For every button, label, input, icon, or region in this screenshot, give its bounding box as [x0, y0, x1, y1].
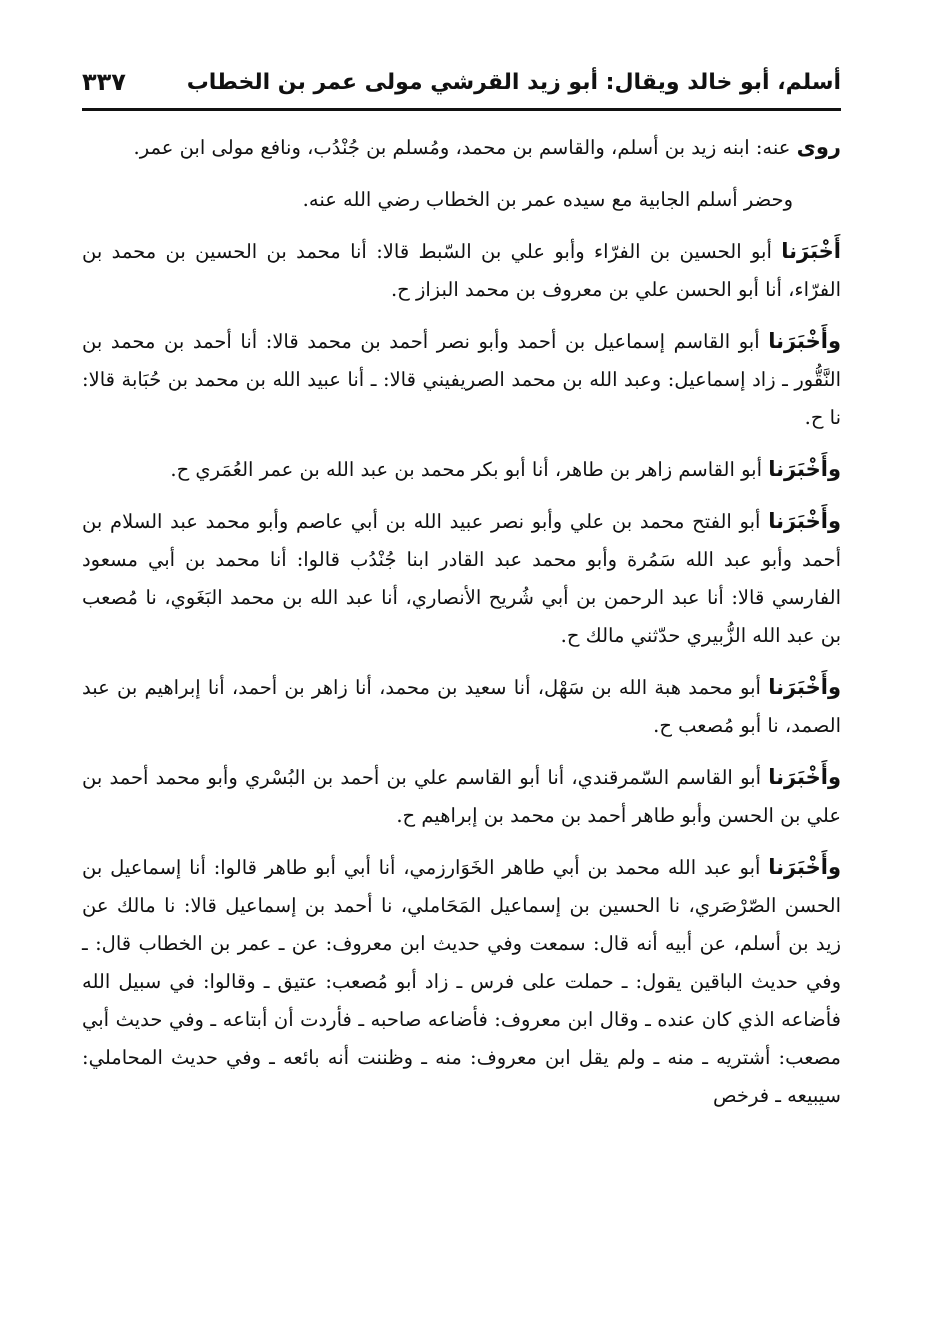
paragraph-narrators	[82, 128, 841, 167]
paragraph-text: أبو الفتح محمد بن علي وأبو نصر عبيد الله بن أبي عاصم وأبو محمد عبد السلام بن أحمد وأبو عبد الله سَمُرة وأبو محمد عبد القادر ابنا جُنْدُب قالوا: أنا محمد بن أبي مسعود الفارسي قالا: أنا عبد الرحمن بن أبي شُريح الأنصاري، أنا عبد الله بن محمد البَغَوي، نا مُصعب بن عبد الله الزُّبيري حدّثني مالك ح.	[82, 510, 841, 647]
paragraph-text: عنه: ابنه زيد بن أسلم، والقاسم بن محمد، ومُسلم بن جُنْدُب، ونافع مولى ابن عمر.	[133, 136, 797, 159]
paragraph-isnad-7-hadith	[82, 848, 841, 1115]
paragraph-isnad-4	[82, 502, 841, 655]
paragraph-text: أبو القاسم زاهر بن طاهر، أنا أبو بكر محمد بن عبد الله بن عمر العُمَري ح.	[170, 458, 769, 481]
paragraph-jabiya	[82, 180, 841, 219]
paragraph-lead-word: وأَخْبَرَنا	[768, 765, 841, 789]
paragraph-text: أبو محمد هبة الله بن سَهْل، أنا سعيد بن محمد، أنا زاهر بن أحمد، أنا إبراهيم بن عبد الصمد، نا أبو مُصعب ح.	[82, 676, 841, 737]
paragraph-lead-word: وأَخْبَرَنا	[768, 509, 841, 533]
paragraph-lead-word: وأَخْبَرَنا	[768, 675, 841, 699]
page-header	[82, 66, 841, 106]
paragraph-text: أبو الحسين بن الفرّاء وأبو علي بن السّبط قالا: أنا محمد بن الحسين بن محمد بن الفرّاء، أنا أبو الحسن علي بن معروف بن محمد البزاز ح.	[82, 240, 841, 301]
paragraph-text: أبو عبد الله محمد بن أبي طاهر الخَوَارزمي، أنا أبي أبو طاهر قالوا: أنا إسماعيل بن الحسن الصّرْصَري، نا الحسين بن إسماعيل المَحَاملي، نا أحمد بن إسماعيل قالا: نا مالك عن زيد بن أسلم، عن أبيه أنه قال: سمعت وفي حديث ابن معروف: عن ـ عمر بن الخطاب قال: ـ وفي حديث الباقين يقول: ـ حملت على فرس ـ زاد أبو مُصعب: عتيق ـ وقالوا: في سبيل الله فأضاعه الذي كان عنده ـ وقال ابن معروف: فأضاعه صاحبه ـ فأردت أن أبتاعه ـ وفي حديث أبي مصعب: أشتريه ـ منه ـ ولم يقل ابن معروف: منه ـ وظننت أنه بائعه ـ وفي حديث المحاملي: سيبيعه ـ فرخص	[82, 856, 841, 1107]
paragraph-lead-word: وأَخْبَرَنا	[768, 457, 841, 481]
paragraph-isnad-3	[82, 450, 841, 489]
paragraph-lead-word: وأَخْبَرَنا	[768, 855, 841, 879]
paragraph-lead-word: وأَخْبَرَنا	[768, 329, 841, 353]
paragraph-lead-word: أَخْبَرَنا	[781, 239, 841, 263]
running-header-title: أسلم، أبو خالد ويقال: أبو زيد القرشي مولى عمر بن الخطاب	[186, 70, 841, 95]
paragraph-isnad-6	[82, 758, 841, 835]
paragraph-text: أبو القاسم إسماعيل بن أحمد وأبو نصر أحمد بن محمد قالا: أنا أحمد بن محمد بن النَّقُّور ـ زاد إسماعيل: وعبد الله بن محمد الصريفيني قالا: ـ أنا عبيد الله بن محمد بن حُبَابة قالا: نا ح.	[82, 330, 841, 429]
header-divider	[82, 108, 841, 111]
main-text	[82, 128, 841, 1128]
paragraph-text: أبو القاسم السّمرقندي، أنا أبو القاسم علي بن أحمد بن البُسْري وأبو محمد أحمد بن علي بن الحسن وأبو طاهر أحمد بن محمد بن إبراهيم ح.	[82, 766, 841, 827]
paragraph-isnad-1	[82, 232, 841, 309]
page-number: ٣٣٧	[82, 68, 126, 96]
paragraph-isnad-5	[82, 668, 841, 745]
paragraph-text: وحضر أسلم الجابية مع سيده عمر بن الخطاب رضي الله عنه.	[302, 188, 793, 211]
paragraph-lead-word: روى	[796, 135, 841, 159]
paragraph-isnad-2	[82, 322, 841, 437]
